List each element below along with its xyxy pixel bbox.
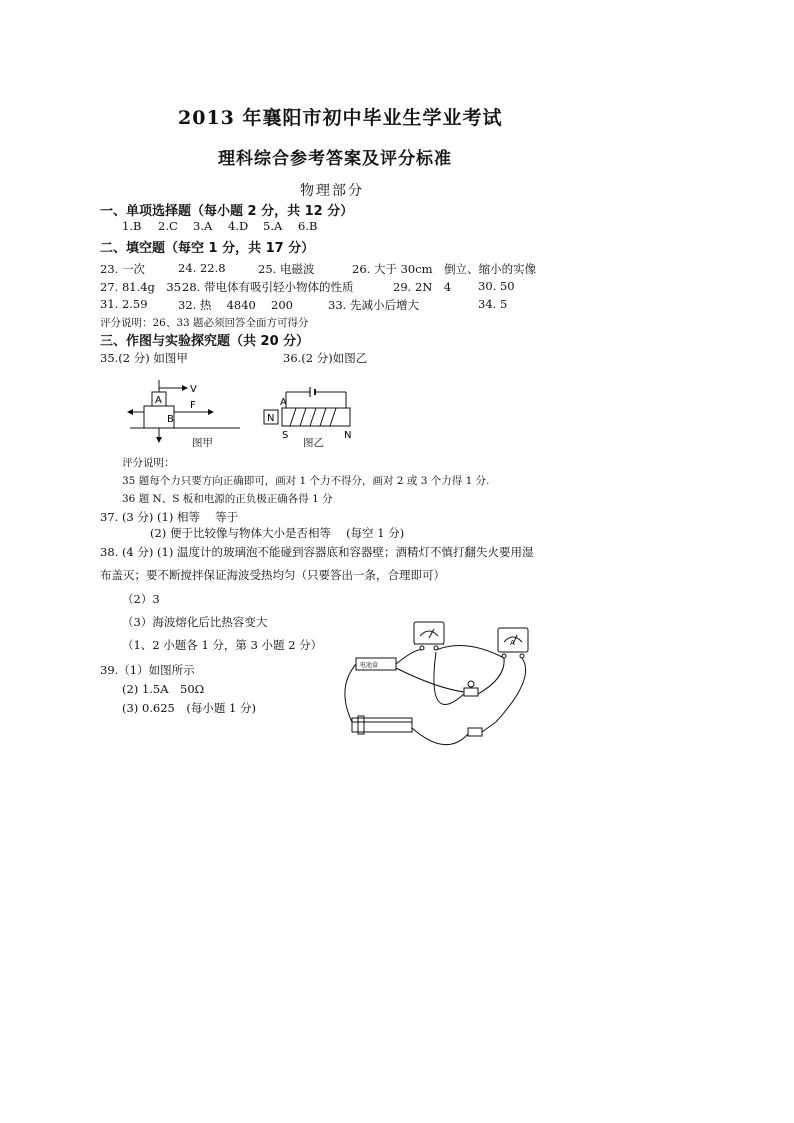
answer-5: 5.A	[263, 219, 283, 233]
scoring-note-title: 评分说明：	[122, 457, 175, 469]
document-title: 2013 年襄阳市初中毕业生学业考试	[178, 107, 503, 129]
answer-34: 34. 5	[478, 297, 508, 311]
figure2-caption: 图乙	[303, 437, 324, 449]
answer-25: 25. 电磁波	[258, 262, 315, 276]
fig1-label-a: A	[155, 395, 162, 406]
answer-1: 1.B	[122, 219, 142, 233]
part1-heading: 一、单项选择题（每小题 2 分，共 12 分）	[100, 204, 354, 219]
answer-26: 26. 大于 30cm 倒立、缩小的实像	[352, 262, 537, 276]
answer-6: 6.B	[298, 219, 318, 233]
section-title: 物理部分	[300, 183, 364, 199]
fig1-label-f: F	[190, 400, 196, 411]
answer-36: 36.(2 分)如图乙	[283, 351, 368, 365]
answer-38-2: （2）3	[122, 592, 160, 606]
answer-39-2: (2) 1.5A 50Ω	[122, 682, 205, 696]
answer-2: 2.C	[158, 219, 178, 233]
figure1-caption: 图甲	[192, 437, 213, 449]
circuit-label-ammeter: A	[510, 639, 515, 647]
answer-37-2: (2) 便于比较像与物体大小是否相等 (每空 1 分)	[150, 526, 405, 540]
answer-38-3: （3）海波熔化后比热容变大	[122, 615, 268, 629]
part3-heading: 三、作图与实验探究题（共 20 分）	[100, 334, 310, 349]
circuit-label-battery-box: 电池盒	[360, 662, 379, 669]
answer-4: 4.D	[228, 219, 249, 233]
answer-29: 29. 2N 4	[393, 280, 452, 294]
answer-38-1-cont: 布盖灭；要不断搅拌保证海波受热均匀（只要答出一条，合理即可）	[100, 568, 445, 582]
answer-39-1: 39.（1）如图所示	[100, 663, 195, 677]
answer-3: 3.A	[193, 219, 213, 233]
figure-circuit	[336, 618, 546, 758]
fig2-label-a: A	[280, 397, 287, 408]
scoring-note-36: 36 题 N、S 板和电源的正负极正确各得 1 分	[122, 493, 333, 505]
fig2-label-s: S	[282, 430, 289, 441]
scoring-note-35: 35 题每个力只要方向正确即可，画对 1 个力不得分，画对 2 或 3 个力得 1 分.	[122, 475, 490, 487]
fig1-label-v: V	[190, 384, 197, 395]
answer-31: 31. 2.59	[100, 297, 148, 311]
figure-force-diagram	[126, 378, 242, 444]
answer-33: 33. 先减小后增大	[328, 298, 419, 312]
answer-38-1: 38. (4 分) (1) 温度计的玻璃泡不能碰到容器底和容器壁；酒精灯不慎打翻失火要用湿	[100, 545, 534, 559]
part2-scoring-note: 评分说明：26、33 题必须回答全面方可得分	[100, 317, 309, 329]
answer-28: 28. 带电体有吸引轻小物体的性质	[182, 280, 354, 294]
answer-32: 32. 热 4840 200	[178, 298, 293, 312]
fig2-label-n: N	[344, 430, 352, 441]
part2-heading: 二、填空题（每空 1 分，共 17 分）	[100, 241, 315, 256]
fig1-label-b: B	[167, 414, 174, 425]
document-subtitle: 理科综合参考答案及评分标准	[218, 149, 452, 169]
answer-30: 30. 50	[478, 279, 515, 293]
answer-24: 24. 22.8	[178, 261, 226, 275]
answer-23: 23. 一次	[100, 262, 145, 276]
answer-38-note: （1、2 小题各 1 分，第 3 小题 2 分）	[122, 638, 323, 652]
answer-39-3: (3) 0.625 (每小题 1 分)	[122, 701, 256, 715]
answer-27: 27. 81.4g 35	[100, 280, 182, 294]
answer-35: 35.(2 分) 如图甲	[100, 351, 188, 365]
fig2-label-n-box: N	[267, 413, 275, 424]
answer-37-1: 37. (3 分) (1) 相等 等于	[100, 510, 239, 524]
